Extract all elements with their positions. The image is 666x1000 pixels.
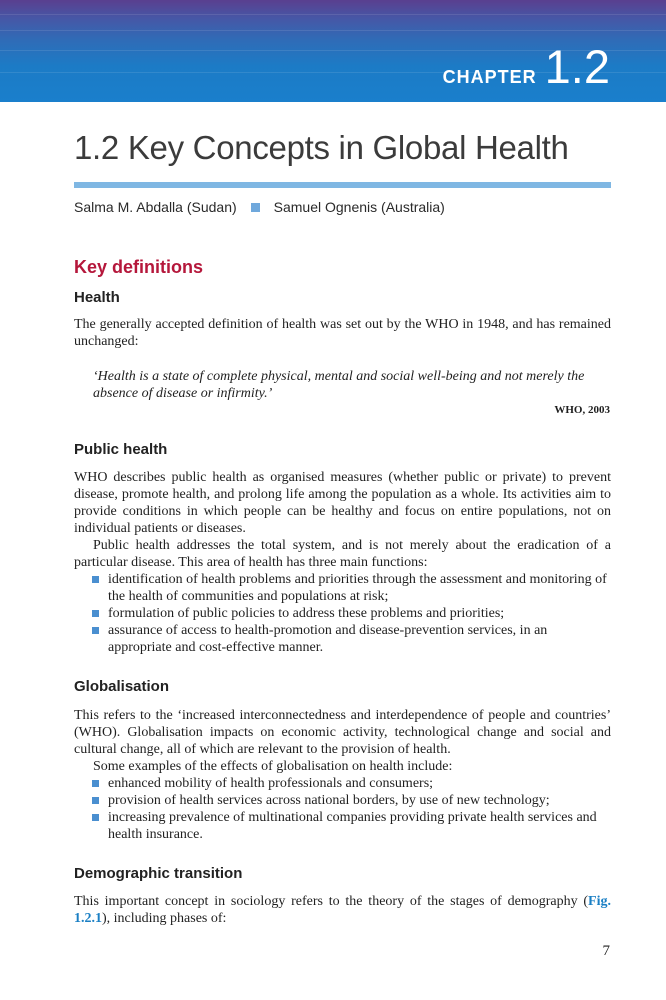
heading-health: Health bbox=[74, 289, 120, 306]
public-health-functions-list bbox=[92, 571, 611, 656]
heading-public-health: Public health bbox=[74, 441, 168, 458]
figure-reference-link[interactable]: Fig. 1.2.1 bbox=[74, 894, 611, 926]
health-citation: WHO, 2003 bbox=[554, 404, 610, 416]
authors-line bbox=[74, 199, 445, 215]
page-number: 7 bbox=[602, 943, 610, 959]
heading-demographic-transition: Demographic transition bbox=[74, 865, 243, 882]
health-quote: ‘Health is a state of complete physical, mental and social well-being and not merely the absence of disease or infirmity.’ bbox=[93, 369, 585, 401]
list-item: provision of health services across national borders, by use of new technology; bbox=[92, 792, 611, 809]
globalisation-para-1: This refers to the ‘increased interconnectedness and interdependence of people and countries’ (WHO). Globalisation impacts on economic activity, technological change and social and cultural change, all of which are relevant to the provision of health. bbox=[74, 708, 611, 757]
author-1: Salma M. Abdalla (Sudan) bbox=[74, 199, 237, 215]
bullet-square-icon bbox=[92, 814, 99, 821]
bullet-square-icon bbox=[92, 797, 99, 804]
list-item: identification of health problems and priorities through the assessment and monitoring of the health of communities and populations at risk; bbox=[92, 571, 611, 605]
bullet-square-icon bbox=[92, 610, 99, 617]
chapter-number: 1.2 bbox=[544, 40, 610, 93]
chapter-label bbox=[442, 40, 610, 93]
separator-square-icon bbox=[251, 203, 260, 212]
author-2: Samuel Ognenis (Australia) bbox=[273, 199, 445, 215]
chapter-banner bbox=[0, 0, 666, 102]
list-item: enhanced mobility of health professionals and consumers; bbox=[92, 775, 611, 792]
section-heading-key-definitions: Key definitions bbox=[74, 257, 204, 277]
public-health-para-1: WHO describes public health as organised measures (whether public or private) to prevent disease, promote health, and prolong life among the population as a whole. Its activities aim to provide conditions in which people can be healthy and focus on entire populations, not on individual patients or diseases. bbox=[74, 470, 611, 536]
list-item: assurance of access to health-promotion and disease-prevention services, in an appropriate and cost-effective manner. bbox=[92, 622, 611, 656]
bullet-square-icon bbox=[92, 576, 99, 583]
chapter-word: CHAPTER bbox=[442, 67, 537, 87]
list-item: formulation of public policies to address these problems and priorities; bbox=[92, 605, 611, 622]
bullet-square-icon bbox=[92, 627, 99, 634]
title-rule bbox=[74, 182, 611, 188]
health-intro: The generally accepted definition of health was set out by the WHO in 1948, and has remained unchanged: bbox=[74, 317, 611, 349]
globalisation-para-2: Some examples of the effects of globalisation on health include: bbox=[93, 759, 453, 774]
bullet-square-icon bbox=[92, 780, 99, 787]
heading-globalisation: Globalisation bbox=[74, 678, 170, 695]
demographic-para: This important concept in sociology refers to the theory of the stages of demography (Fig. 1.2.1), including phases of: bbox=[74, 894, 611, 926]
globalisation-effects-list bbox=[92, 775, 611, 843]
page-title: 1.2 Key Concepts in Global Health bbox=[74, 129, 569, 166]
public-health-para-2: Public health addresses the total system, and is not merely about the eradication of a particular disease. This area of health has three main functions: bbox=[74, 538, 611, 570]
list-item: increasing prevalence of multinational companies providing private health services and health insurance. bbox=[92, 809, 611, 843]
